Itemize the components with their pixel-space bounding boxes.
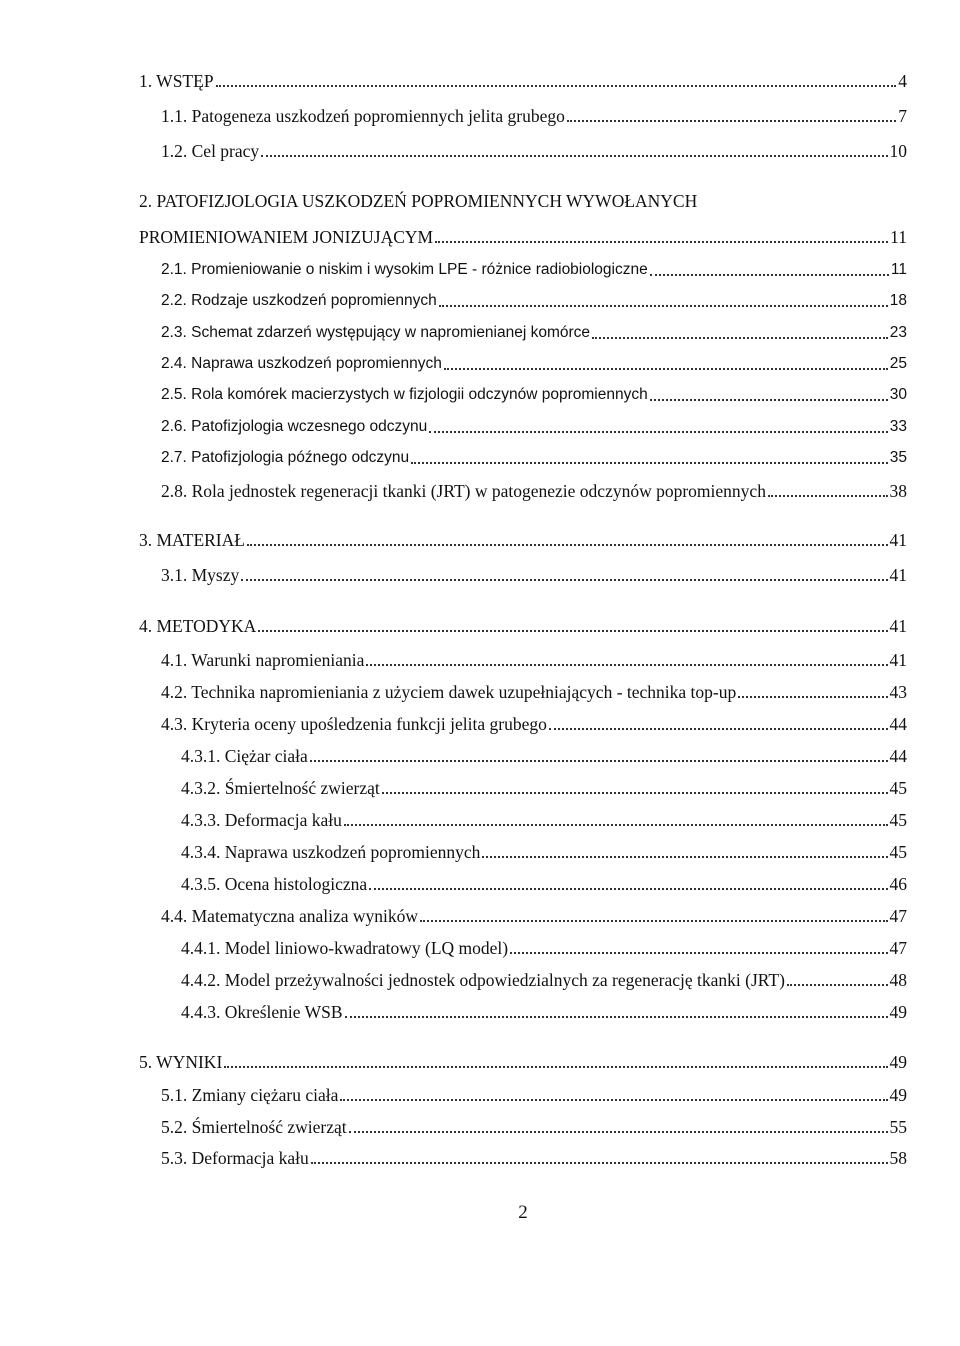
toc-entry-1-2[interactable] [161, 138, 907, 162]
toc-entry-label: 2.6. Patofizjologia wczesnego odczynu [161, 418, 428, 435]
toc-entry-page: 41 [889, 530, 907, 550]
dot-leader [247, 544, 888, 546]
dot-leader [411, 462, 888, 464]
dot-leader [435, 241, 888, 243]
toc-entry-5[interactable] [139, 1049, 907, 1073]
toc-entry-page: 49 [889, 1085, 907, 1105]
toc-entry-4-3-3[interactable] [181, 807, 907, 831]
toc-entry-page: 18 [889, 292, 907, 309]
toc-entry-4-4-1[interactable] [181, 935, 907, 959]
toc-entry-2-2[interactable] [161, 288, 907, 312]
toc-entry-label: 2.5. Rola komórek macierzystych w fizjologii odczynów popromiennych [161, 386, 648, 403]
toc-entry-2-3[interactable] [161, 320, 907, 344]
toc-entry-3-1[interactable] [161, 562, 907, 586]
toc-entry-page: 11 [890, 261, 907, 278]
toc-entry-label: 1.1. Patogeneza uszkodzeń popromiennych jelita grubego [161, 106, 565, 126]
toc-entry-5-2[interactable] [161, 1114, 907, 1138]
toc-entry-page: 25 [889, 355, 907, 372]
toc-chapter-2-title-line1[interactable]: 2. PATOFIZJOLOGIA USZKODZEŃ POPROMIENNYCH WYWOŁANYCH [139, 191, 698, 211]
toc-entry-label: 3. MATERIAŁ [139, 530, 245, 550]
toc-entry-label: 2.8. Rola jednostek regeneracji tkanki (JRT) w patogenezie odczynów popromiennych [161, 481, 766, 501]
dot-leader [444, 368, 888, 370]
dot-leader [382, 792, 888, 794]
toc-entry-page: 45 [889, 810, 907, 830]
toc-entry-label: 4.4. Matematyczna analiza wyników [161, 906, 419, 926]
toc-entry-page: 41 [889, 616, 907, 636]
toc-entry-page: 58 [889, 1148, 907, 1168]
toc-entry-label: 4. METODYKA [139, 616, 257, 636]
toc-entry-label: 1.2. Cel pracy [161, 141, 260, 161]
toc-entry-5-3[interactable] [161, 1145, 907, 1169]
toc-entry-page: 30 [889, 386, 907, 403]
toc-entry-page: 11 [890, 227, 907, 247]
toc-entry-page: 7 [898, 106, 907, 126]
toc-entry-label: 4.2. Technika napromieniania z użyciem dawek uzupełniających - technika top-up [161, 682, 737, 702]
toc-entry-page: 23 [889, 324, 907, 341]
toc-entry-5-1[interactable] [161, 1082, 907, 1106]
toc-entry-label: 4.3.5. Ocena histologiczna [181, 874, 368, 894]
toc-entry-page: 44 [889, 746, 907, 766]
toc-entry-page: 47 [889, 906, 907, 926]
toc-entry-3[interactable] [139, 527, 907, 551]
toc-entry-label: 4.3.3. Deformacja kału [181, 810, 342, 830]
dot-leader [420, 920, 887, 922]
toc-entry-2-6[interactable] [161, 414, 907, 438]
toc-entry-page: 35 [889, 449, 907, 466]
toc-entry-4-3-4[interactable] [181, 839, 907, 863]
dot-leader [344, 824, 888, 826]
toc-entry-page: 44 [889, 714, 907, 734]
toc-entry-4-1[interactable] [161, 647, 907, 671]
dot-leader [768, 495, 888, 497]
dot-leader [310, 760, 888, 762]
toc-entry-4[interactable] [139, 613, 907, 637]
toc-entry-page: 46 [889, 874, 907, 894]
toc-entry-4-4-2[interactable] [181, 967, 907, 991]
toc-entry-4-2[interactable] [161, 679, 907, 703]
toc-entry-label: 2.1. Promieniowanie o niskim i wysokim LPE - różnice radiobiologiczne [161, 261, 648, 278]
toc-entry-label: 4.3.2. Śmiertelność zwierząt [181, 778, 380, 798]
toc-entry-page: 41 [889, 650, 907, 670]
toc-chapter-2-title-line2[interactable] [139, 224, 907, 248]
toc-entry-page: 48 [889, 970, 907, 990]
toc-entry-2-7[interactable] [161, 445, 907, 469]
dot-leader [216, 85, 897, 87]
toc-entry-page: 45 [889, 778, 907, 798]
dot-leader [345, 1016, 888, 1018]
dot-leader [369, 888, 887, 890]
toc-entry-4-3-2[interactable] [181, 775, 907, 799]
dot-leader [429, 431, 888, 433]
toc-entry-2-8[interactable] [161, 478, 907, 502]
toc-entry-4-3-1[interactable] [181, 743, 907, 767]
toc-entry-4-4[interactable] [161, 903, 907, 927]
toc-entry-page: 49 [889, 1002, 907, 1022]
toc-entry-page: 41 [889, 565, 907, 585]
toc-entry-label: 2.4. Naprawa uszkodzeń popromiennych [161, 355, 442, 372]
toc-entry-label: 3.1. Myszy [161, 565, 240, 585]
dot-leader [340, 1099, 887, 1101]
toc-entry-page: 49 [889, 1052, 907, 1072]
toc-entry-page: 45 [889, 842, 907, 862]
dot-leader [650, 399, 888, 401]
dot-leader [650, 274, 889, 276]
toc-entry-page: 43 [889, 682, 907, 702]
toc-entry-label: 2.2. Rodzaje uszkodzeń popromiennych [161, 292, 437, 309]
toc-entry-label: 2.3. Schemat zdarzeń występujący w napromienianej komórce [161, 324, 591, 341]
dot-leader [549, 728, 888, 730]
toc-entry-page: 55 [889, 1117, 907, 1137]
dot-leader [439, 305, 888, 307]
toc-entry-4-4-3[interactable] [181, 999, 907, 1023]
dot-leader [366, 664, 887, 666]
toc-entry-label: 2.7. Patofizjologia późnego odczynu [161, 449, 410, 466]
dot-leader [787, 984, 888, 986]
dot-leader [224, 1066, 887, 1068]
page-number: 2 [518, 1202, 528, 1223]
dot-leader [592, 337, 888, 339]
dot-leader [482, 856, 887, 858]
toc-entry-page: 10 [889, 141, 907, 161]
toc-entry-label: 5.3. Deformacja kału [161, 1148, 309, 1168]
toc-entry-label: 4.3.4. Naprawa uszkodzeń popromiennych [181, 842, 481, 862]
toc-entry-1[interactable] [139, 68, 907, 92]
toc-entry-2-4[interactable] [161, 351, 907, 375]
toc-entry-page: 4 [898, 71, 907, 91]
dot-leader [311, 1162, 888, 1164]
toc-entry-1-1[interactable] [161, 103, 907, 127]
dot-leader [241, 579, 887, 581]
toc-entry-label: 4.1. Warunki napromieniania [161, 650, 365, 670]
toc-entry-label: 4.3. Kryteria oceny upośledzenia funkcji jelita grubego [161, 714, 547, 734]
toc-entry-label: 4.4.2. Model przeżywalności jednostek odpowiedzialnych za regenerację tkanki (JRT) [181, 970, 785, 990]
toc-entry-page: 47 [889, 938, 907, 958]
toc-entry-label: 4.4.1. Model liniowo-kwadratowy (LQ model) [181, 938, 509, 958]
toc-entry-label: 5.1. Zmiany ciężaru ciała [161, 1085, 339, 1105]
dot-leader [510, 952, 887, 954]
dot-leader [258, 630, 887, 632]
toc-entry-label: 1. WSTĘP [139, 71, 214, 91]
toc-entry-page: 38 [889, 481, 907, 501]
toc-entry-label: PROMIENIOWANIEM JONIZUJĄCYM [139, 227, 434, 247]
toc-entry-2-1[interactable] [161, 257, 907, 281]
dot-leader [261, 155, 887, 157]
toc-entry-4-3-5[interactable] [181, 871, 907, 895]
toc-entry-page: 33 [889, 418, 907, 435]
dot-leader [349, 1131, 888, 1133]
toc-entry-4-3[interactable] [161, 711, 907, 735]
dot-leader [738, 696, 887, 698]
toc-entry-2-5[interactable] [161, 382, 907, 406]
toc-entry-label: 4.4.3. Określenie WSB [181, 1002, 343, 1022]
toc-entry-label: 5. WYNIKI [139, 1052, 223, 1072]
toc-entry-label: 5.2. Śmiertelność zwierząt [161, 1117, 347, 1137]
dot-leader [567, 120, 896, 122]
toc-entry-label: 4.3.1. Ciężar ciała [181, 746, 308, 766]
